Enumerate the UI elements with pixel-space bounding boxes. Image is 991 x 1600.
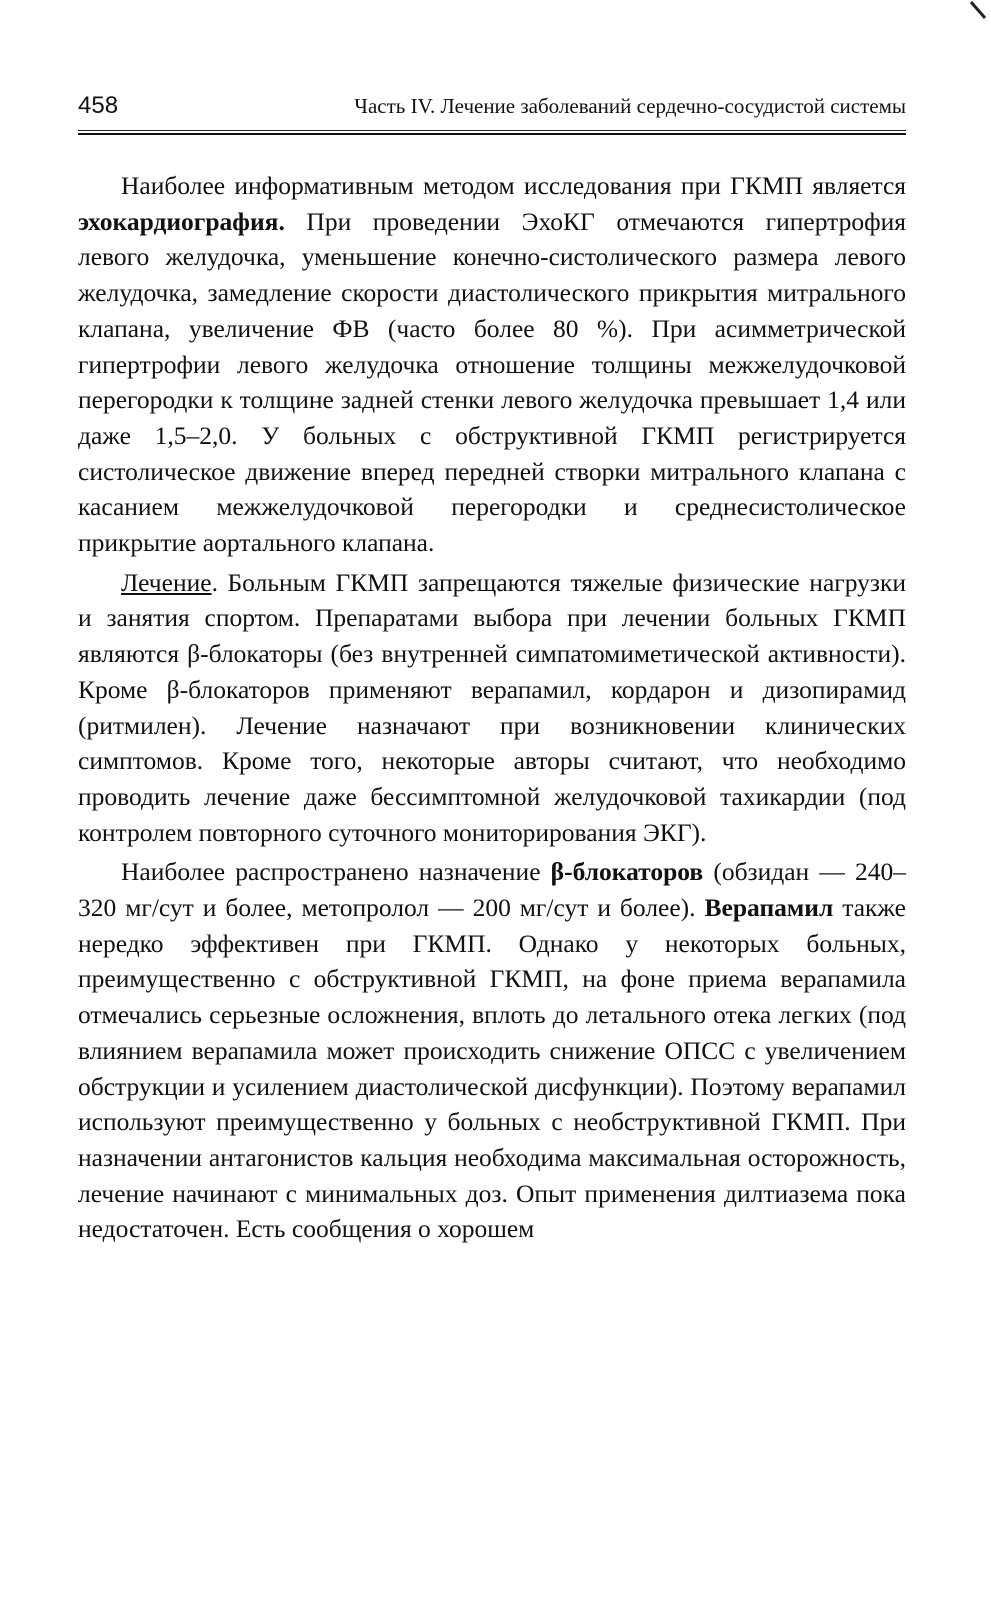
- text-run: . Больным ГКМП запрещаются тяжелые физические нагрузки и занятия спортом. Препаратами выбора при лечении больных ГКМП являются β-блокаторы (без внутренней симпатомиметической активности). Кроме β-блокаторов применяют верапамил, кордарон и дизопирамид (ритмилен). Лечение назначают при возникновении клинических симптомов. Кроме того, некоторые авторы считают, что необходимо проводить лечение даже бессимптомной желудочковой тахикардии (под контролем повторного суточного мониторирования ЭКГ).: [78, 567, 906, 847]
- running-title: Часть IV. Лечение заболеваний сердечно-сосудистой системы: [354, 94, 906, 118]
- body-text: [78, 168, 906, 1247]
- text-run: Наиболее информативным методом исследования при ГКМП является: [121, 171, 906, 200]
- text-run: Наиболее распространено назначение: [121, 857, 551, 887]
- text-run: (обзидан — 240–320 мг/сут и более, метопролол — 200 мг/сут и более).: [78, 857, 906, 923]
- paragraph-echocardiography: [78, 168, 906, 561]
- scan-corner-mark: [963, 0, 991, 28]
- bold-term: β-блокаторов: [550, 857, 704, 887]
- bold-term: Верапамил: [704, 893, 834, 923]
- bold-term: эхокардиография.: [78, 206, 285, 236]
- page-header: [78, 86, 906, 126]
- header-rule: [78, 130, 906, 135]
- paragraph-beta-blockers: [78, 854, 906, 1247]
- paragraph-treatment: [78, 565, 906, 851]
- page-number: 458: [78, 92, 119, 119]
- underlined-heading: Лечение: [121, 567, 212, 597]
- text-run: При проведении ЭхоКГ отмечаются гипертрофия левого желудочка, уменьшение конечно-систолического размера левого желудочка, замедление скорости диастолического прикрытия митрального клапана, увеличение ФВ (часто более 80 %). При асимметрической гипертрофии левого желудочка отношение толщины межжелудочковой перегородки к толщине задней стенки левого желудочка превышает 1,4 или даже 1,5–2,0. У больных с обструктивной ГКМП регистрируется систолическое движение вперед передней створки митрального клапана с касанием межжелудочковой перегородки и среднесистолическое прикрытие аортального клапана.: [78, 206, 906, 558]
- text-run: также нередко эффективен при ГКМП. Однако у некоторых больных, преимущественно с обструктивной ГКМП, на фоне приема верапамила отмечались серьезные осложнения, вплоть до летального отека легких (под влиянием верапамила может происходить снижение ОПСС с увеличением обструкции и усилением диастолической дисфункции). Поэтому верапамил используют преимущественно у больных с необструктивной ГКМП. При назначении антагонистов кальция необходима максимальная осторожность, лечение начинают с минимальных доз. Опыт применения дилтиазема пока недостаточен. Есть сообщения о хорошем: [78, 893, 906, 1244]
